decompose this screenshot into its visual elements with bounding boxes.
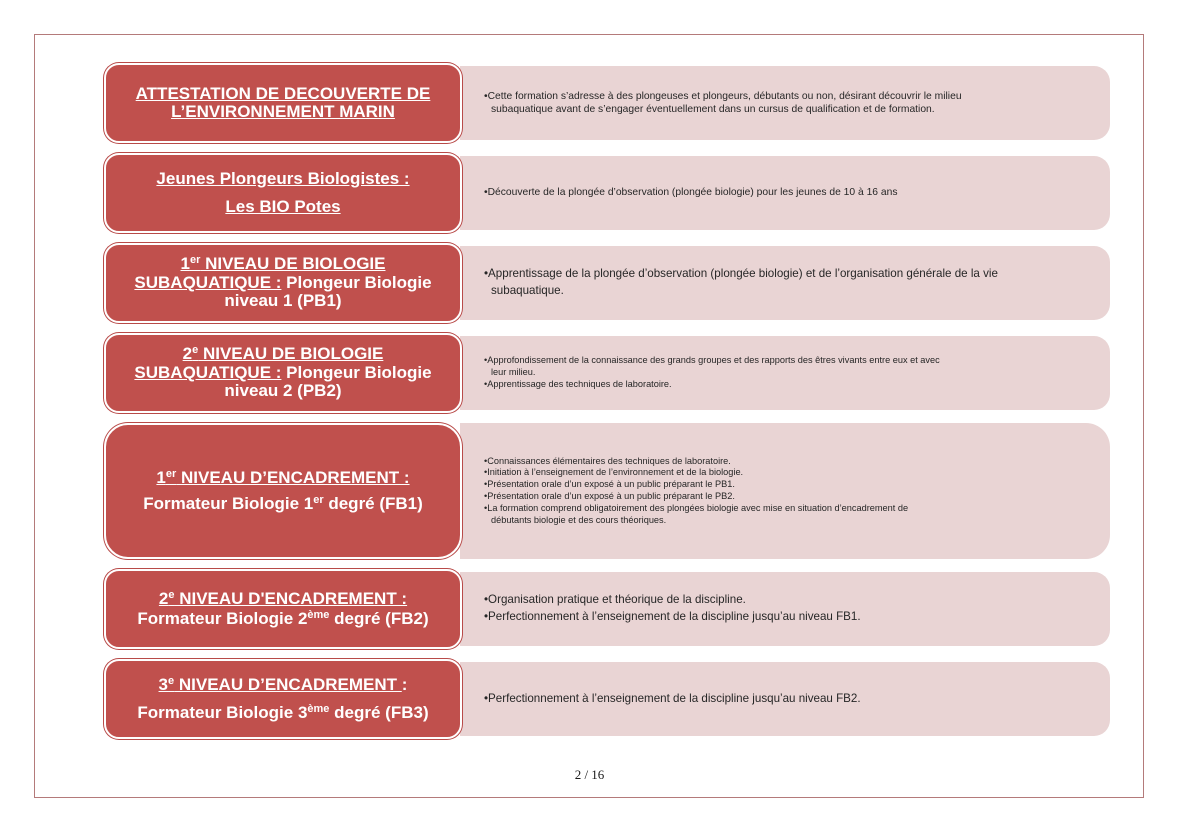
title-level-number: 3: [158, 674, 169, 694]
description-line: subaquatique avant de s’engager éventuellement dans un cursus de qualification et de formation.: [491, 104, 935, 115]
title-text: NIVEAU D’ENCADREMENT :: [176, 467, 410, 487]
formation-row-bio-potes: [104, 153, 1110, 233]
title-level-number: 2: [158, 588, 169, 608]
formation-title: [104, 63, 462, 143]
title-line: [156, 469, 409, 487]
title-line: Jeunes Plongeurs Biologistes :: [156, 168, 410, 188]
formation-description: [460, 246, 1110, 320]
title-line: [134, 274, 431, 292]
description-line: •Connaissances élémentaires des techniques de laboratoire.: [484, 455, 731, 466]
title-text: degré (FB1): [323, 494, 423, 513]
title-line: [159, 676, 408, 694]
title-text: NIVEAU D'ENCADREMENT :: [174, 588, 408, 608]
title-line: [159, 590, 407, 608]
formation-description: [460, 423, 1110, 559]
description-line: •Apprentissage de la plongée d’observation (plongée biologie) et de l’organisation générale de la vie: [484, 267, 998, 281]
title-line: [143, 495, 423, 513]
title-superscript: ème: [307, 609, 330, 621]
title-line: [183, 345, 384, 363]
title-line: niveau 2 (PB2): [224, 381, 342, 401]
description-line: •Organisation pratique et théorique de la discipline.: [484, 593, 746, 607]
formation-description: [460, 336, 1110, 410]
title-level-number: 1: [180, 254, 190, 274]
description-line: •Initiation à l’enseignement de l’environnement et de la biologie.: [484, 467, 744, 478]
formation-description: [460, 66, 1110, 140]
formation-title: [104, 333, 462, 413]
title-level-number: 2: [182, 344, 193, 364]
title-text: NIVEAU DE BIOLOGIE: [198, 344, 384, 364]
description-line: subaquatique.: [491, 284, 564, 297]
title-line: ATTESTATION DE DECOUVERTE DE: [135, 83, 431, 103]
title-text: Plongeur Biologie: [281, 362, 432, 382]
description-line: •Découverte de la plongée d’observation (plongée biologie) pour les jeunes de 10 à 16 ans: [484, 187, 898, 199]
title-text: [159, 675, 402, 694]
description-line: •Cette formation s’adresse à des plongeuses et plongeurs, débutants ou non, désirant découvrir le milieu: [484, 90, 962, 102]
title-superscript: ème: [307, 703, 330, 715]
title-text: NIVEAU DE BIOLOGIE: [200, 254, 386, 274]
formation-description: [460, 662, 1110, 736]
title-line: Les BIO Potes: [225, 197, 341, 216]
page-number: 2 / 16: [574, 767, 605, 782]
formation-row-pb1: [104, 243, 1110, 323]
formation-row-pb2: [104, 333, 1110, 413]
formation-row-fb2: [104, 569, 1110, 649]
title-text: Formateur Biologie 1: [143, 494, 314, 513]
description-line: •Perfectionnement à l’enseignement de la discipline jusqu’au niveau FB1.: [484, 610, 861, 623]
title-text: degré (FB3): [329, 703, 429, 722]
formation-row-fb3: [104, 659, 1110, 739]
title-line: [180, 255, 385, 273]
formation-description: [460, 572, 1110, 646]
formation-description: [460, 156, 1110, 230]
title-level-number: 1: [156, 467, 166, 487]
formation-title: [104, 153, 462, 233]
description-line: •La formation comprend obligatoirement des plongées biologie avec mise en situation d’encadrement de: [484, 502, 909, 513]
title-line: niveau 1 (PB1): [224, 291, 342, 311]
description-line: •Approfondissement de la connaissance des grands groupes et des rapports des êtres vivants entre eux et avec: [484, 355, 940, 366]
title-text: degré (FB2): [329, 609, 429, 628]
title-superscript: er: [313, 494, 324, 506]
formation-title: [104, 659, 462, 739]
title-text: Formateur Biologie 3: [137, 703, 308, 722]
title-text: Plongeur Biologie: [281, 272, 432, 292]
title-text: SUBAQUATIQUE :: [134, 272, 282, 292]
description-line: •Présentation orale d’un exposé à un public préparant le PB2.: [484, 491, 735, 501]
title-line: [137, 704, 428, 722]
formation-title: [104, 569, 462, 649]
title-superscript: er: [165, 467, 177, 480]
title-superscript: e: [168, 588, 175, 601]
title-text: NIVEAU D’ENCADREMENT: [174, 674, 402, 694]
description-line: •Apprentissage des techniques de laboratoire.: [484, 378, 672, 389]
title-text: SUBAQUATIQUE :: [134, 362, 282, 382]
title-line: [134, 364, 431, 382]
formation-title: [104, 423, 462, 559]
title-superscript: e: [192, 344, 199, 357]
description-line: débutants biologie et des cours théoriques.: [491, 514, 667, 525]
description-line: •Présentation orale d’un exposé à un public préparant le PB1.: [484, 479, 735, 490]
formation-title: [104, 243, 462, 323]
title-superscript: e: [168, 674, 175, 687]
formation-row-fb1: [104, 423, 1110, 559]
title-superscript: er: [189, 254, 201, 267]
formation-row-attestation: [104, 63, 1110, 143]
description-line: •Perfectionnement à l’enseignement de la discipline jusqu’au niveau FB2.: [484, 691, 861, 705]
title-line: L’ENVIRONNEMENT MARIN: [171, 102, 395, 121]
title-text: :: [401, 674, 408, 694]
description-line: leur milieu.: [491, 367, 536, 378]
title-line: [137, 610, 428, 628]
title-text: Formateur Biologie 2: [137, 609, 308, 628]
